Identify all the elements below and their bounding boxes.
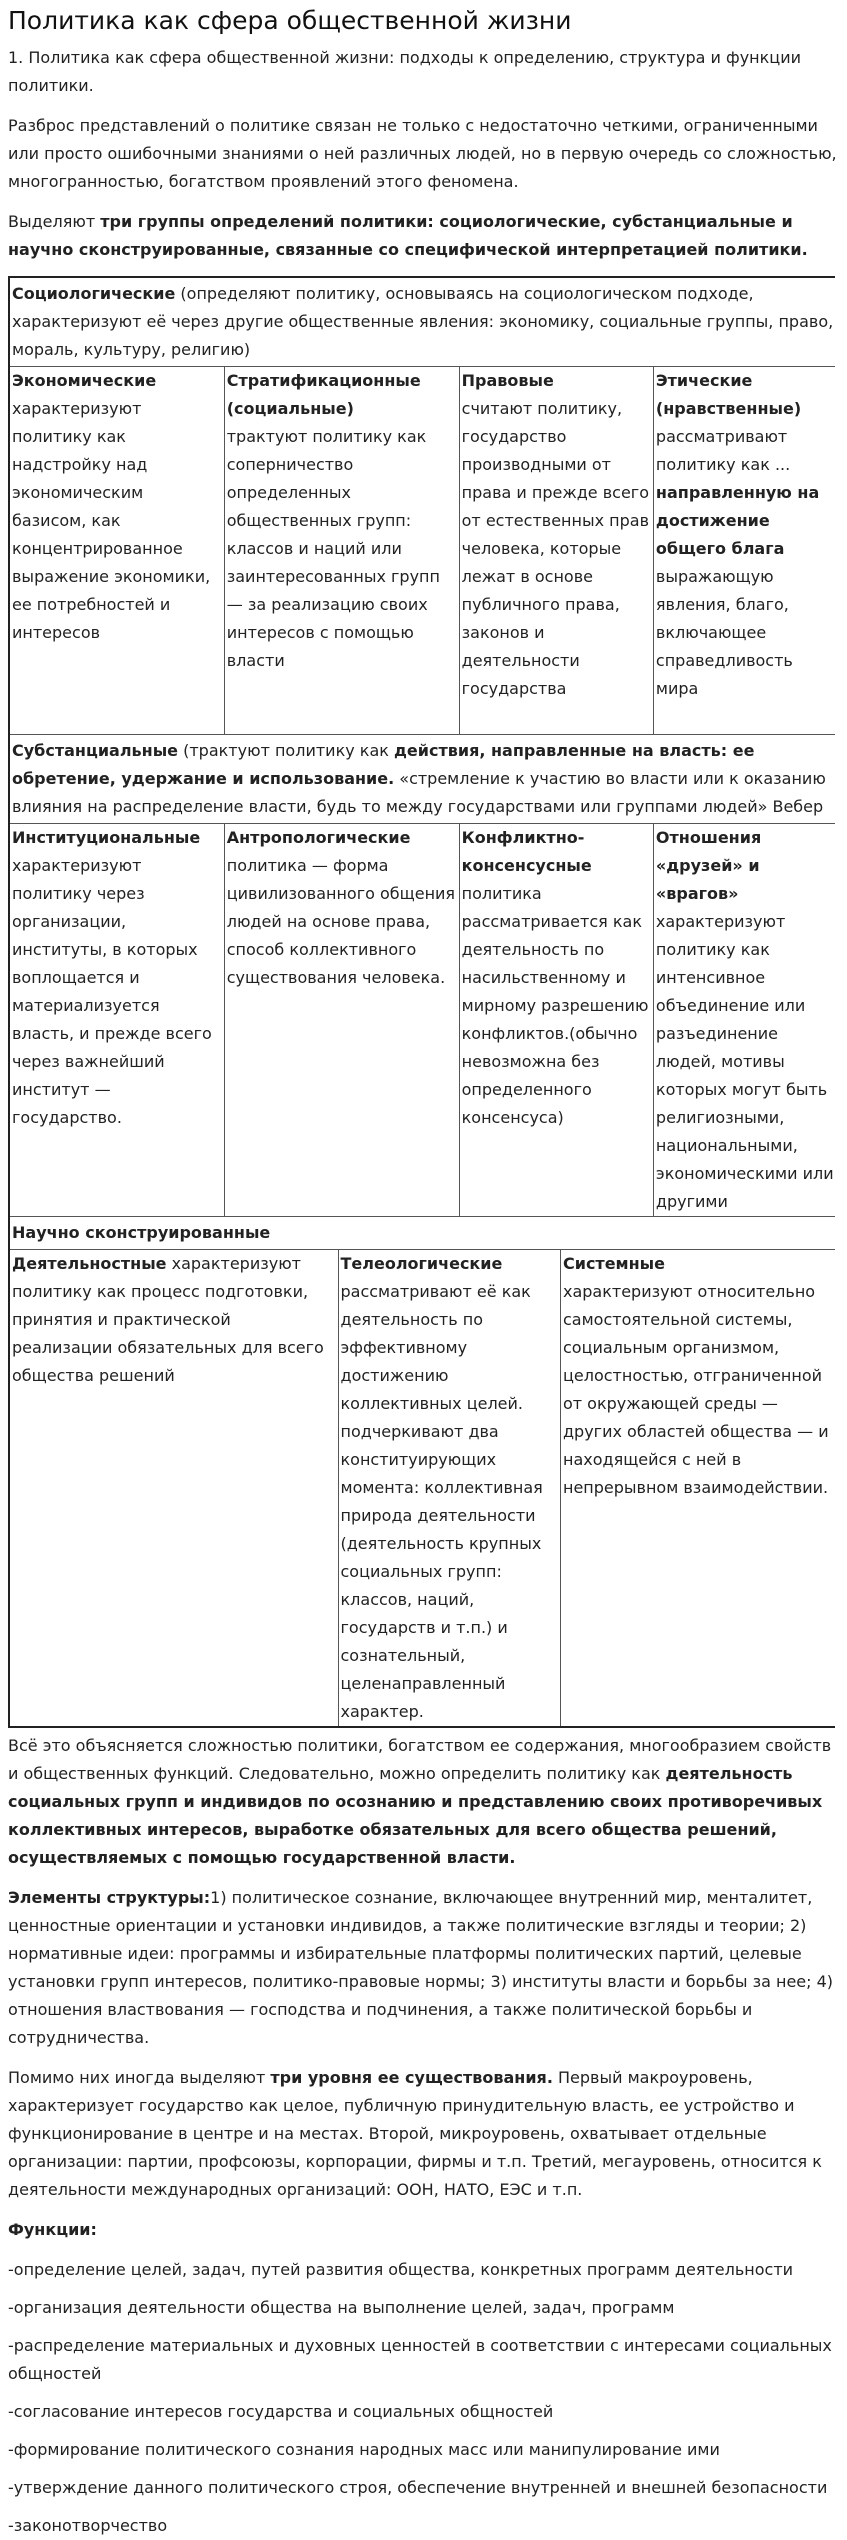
col-conflict-text: политика рассматривается как деятельность по насильственному и мирному разрешению конфликтов.(обычно невозможна без определенного консенсуса)	[461, 884, 649, 1127]
col-ethical-extra: выражающую явления, благо, включающее справедливость мира	[655, 567, 793, 698]
col-stratification-title: Стратификационные (социальные)	[226, 371, 421, 418]
col-ethical	[653, 367, 835, 735]
functions-title-text: Функции:	[8, 2220, 97, 2239]
col-activity-title: Деятельностные	[12, 1254, 167, 1273]
col-institutional-text: характеризуют политику через организации, институты, в которых воплощается и материализуется власть, и прежде всего через важнейший институт — государство.	[12, 856, 212, 1127]
col-stratification	[224, 367, 459, 735]
col-institutional	[9, 824, 224, 1217]
function-item: -согласование интересов государства и социальных общностей	[8, 2402, 554, 2421]
col-anthropological	[224, 824, 459, 1217]
col-legal	[459, 367, 653, 735]
elements-title: Элементы структуры:	[8, 1888, 211, 1907]
functions-title	[8, 2216, 839, 2244]
functions-list	[8, 2256, 839, 2540]
col-economic-title: Экономические	[12, 371, 157, 390]
col-stratification-text: трактуют политику как соперничество определенных общественных групп: классов и наций или заинтересованных групп — за реализацию своих интересов с помощью власти	[226, 427, 440, 670]
col-systemic-text: характеризуют относительно самостоятельной системы, социальным организмом, целостностью, отграниченной от окружающей среды — других областей общества — и находящейся с ней в непрерывном взаимодействии.	[562, 1282, 829, 1497]
definitions-table-wrapper	[8, 276, 835, 1728]
substantial-bold: действия, направленные на власть: ее обретение, удержание и использование.	[12, 741, 755, 788]
document-page	[0, 6, 847, 2540]
substantial-desc: (трактуют политику как	[178, 741, 394, 760]
function-item: -распределение материальных и духовных ценностей в соответствии с интересами социальных общностей	[8, 2336, 832, 2383]
col-activity-text: характеризуют политику как процесс подготовки, принятия и практической реализации обязательных для всего общества решений	[12, 1254, 324, 1385]
col-activity	[9, 1250, 338, 1728]
intro-3-text: Выделяют	[8, 212, 101, 231]
levels-text: Первый макроуровень, характеризует государство как целое, публичную принудительную власть, ее устройство и функционирование в центре и на местах. Второй, микроуровень, охватывает отдельные организации: партии, профсоюзы, корпорации, фирмы и т.п. Третий, мегауровень, относится к деятельности международных организаций: ООН, НАТО, ЕЭС и т.п.	[8, 2068, 822, 2199]
conclusion-text: Всё это объясняется сложностью политики, богатством ее содержания, многообразием свойств и общественных функций. Следовательно, можно определить политику как	[8, 1736, 832, 1783]
col-ethical-text: рассматривают политику как ...	[655, 427, 791, 474]
levels-bold: три уровня ее существования.	[270, 2068, 553, 2087]
col-economic-text: характеризуют политику как надстройку над экономическим базисом, как концентрированное выражение экономики, ее потребностей и интересов	[12, 399, 211, 642]
scientific-title: Научно сконструированные	[12, 1223, 271, 1242]
conclusion-paragraph	[8, 1732, 839, 1872]
elements-paragraph	[8, 1884, 839, 2052]
col-legal-title: Правовые	[461, 371, 554, 390]
function-item: -законотворчество	[8, 2516, 168, 2535]
levels-paragraph	[8, 2064, 839, 2204]
col-teleological-text: рассматривают её как деятельность по эффективному достижению коллективных целей. подчеркивают два конституирующих момента: коллективная природа деятельности (деятельность крупных социальных групп: классов, наций, государств и т.п.) и сознательный, целенаправленный характер.	[340, 1282, 543, 1721]
scientific-header	[9, 1217, 835, 1250]
conclusion-bold: деятельность социальных групп и индивидов по осознанию и представлению своих противоречивых коллективных интересов, выработке обязательных для всего общества решений, осуществляемых с помощью государственной власти.	[8, 1764, 823, 1867]
col-economic	[9, 367, 224, 735]
elements-text: 1) политическое сознание, включающее внутренний мир, менталитет, ценностные ориентации и установки индивидов, а также политические взгляды и теории; 2) нормативные идеи: программы и избирательные платформы политических партий, целевые установки групп интересов, политико-правовые нормы; 3) институты власти и борьбы за нее; 4) отношения властвования — господства и подчинения, а также политической борьбы и сотрудничества.	[8, 1888, 834, 2047]
intro-paragraph-1: 1. Политика как сфера общественной жизни: подходы к определению, структура и функции политики.	[8, 48, 801, 95]
col-friends-enemies-title: Отношения «друзей» и «врагов»	[655, 828, 762, 903]
col-friends-enemies	[653, 824, 835, 1217]
col-conflict	[459, 824, 653, 1217]
col-teleological-title: Телеологические	[340, 1254, 503, 1273]
function-item: -определение целей, задач, путей развития общества, конкретных программ деятельности	[8, 2260, 794, 2279]
page-title: Политика как сфера общественной жизни	[8, 6, 572, 35]
intro-3-bold: три группы определений политики: социологические, субстанциальные и научно сконструированные, связанные со специфической интерпретацией политики.	[8, 212, 808, 259]
sociological-header	[9, 277, 835, 367]
intro-paragraph-3	[8, 208, 839, 264]
col-systemic	[560, 1250, 835, 1728]
sociological-desc: (определяют политику, основываясь на социологическом подходе, характеризуют её через другие общественные явления: экономику, социальные группы, право, мораль, культуру, религию)	[12, 284, 834, 359]
sociological-title: Социологические	[12, 284, 176, 303]
function-item: -формирование политического сознания народных масс или манипулирование ими	[8, 2440, 720, 2459]
function-item: -утверждение данного политического строя, обеспечение внутренней и внешней безопасности	[8, 2478, 828, 2497]
col-systemic-title: Системные	[562, 1254, 665, 1273]
function-item: -организация деятельности общества на выполнение целей, задач, программ	[8, 2298, 675, 2317]
col-ethical-title: Этические (нравственные)	[655, 371, 802, 418]
col-institutional-title: Институциональные	[12, 828, 201, 847]
col-conflict-title: Конфликтно-консенсусные	[461, 828, 592, 875]
substantial-header	[9, 735, 835, 824]
levels-pre: Помимо них иногда выделяют	[8, 2068, 271, 2087]
intro-paragraph-2: Разброс представлений о политике связан не только с недостаточно четкими, ограниченными или просто ошибочными знаниями о ней различных людей, но в первую очередь со сложностью, многогранностью, богатством проявлений этого феномена.	[8, 116, 837, 191]
col-teleological	[338, 1250, 560, 1728]
substantial-quote: «стремление к участию во власти или к оказанию влияния на распределение власти, будь то между государствами или группами людей» Вебер	[12, 769, 826, 816]
substantial-title: Субстанциальные	[12, 741, 179, 760]
col-friends-enemies-text: характеризуют политику как интенсивное объединение или разъединение людей, мотивы которых могут быть религиозными, национальными, экономическими или другими	[655, 912, 834, 1211]
col-ethical-bold: направленную на достижение общего блага	[655, 483, 820, 558]
col-anthropological-text: политика — форма цивилизованного общения людей на основе права, способ коллективного существования человека.	[226, 856, 456, 987]
col-legal-text: считают политику, государство производными от права и прежде всего от естественных прав человека, которые лежат в основе публичного права, законов и деятельности государства	[461, 399, 649, 698]
definitions-table	[8, 276, 835, 1728]
col-anthropological-title: Антропологические	[226, 828, 411, 847]
